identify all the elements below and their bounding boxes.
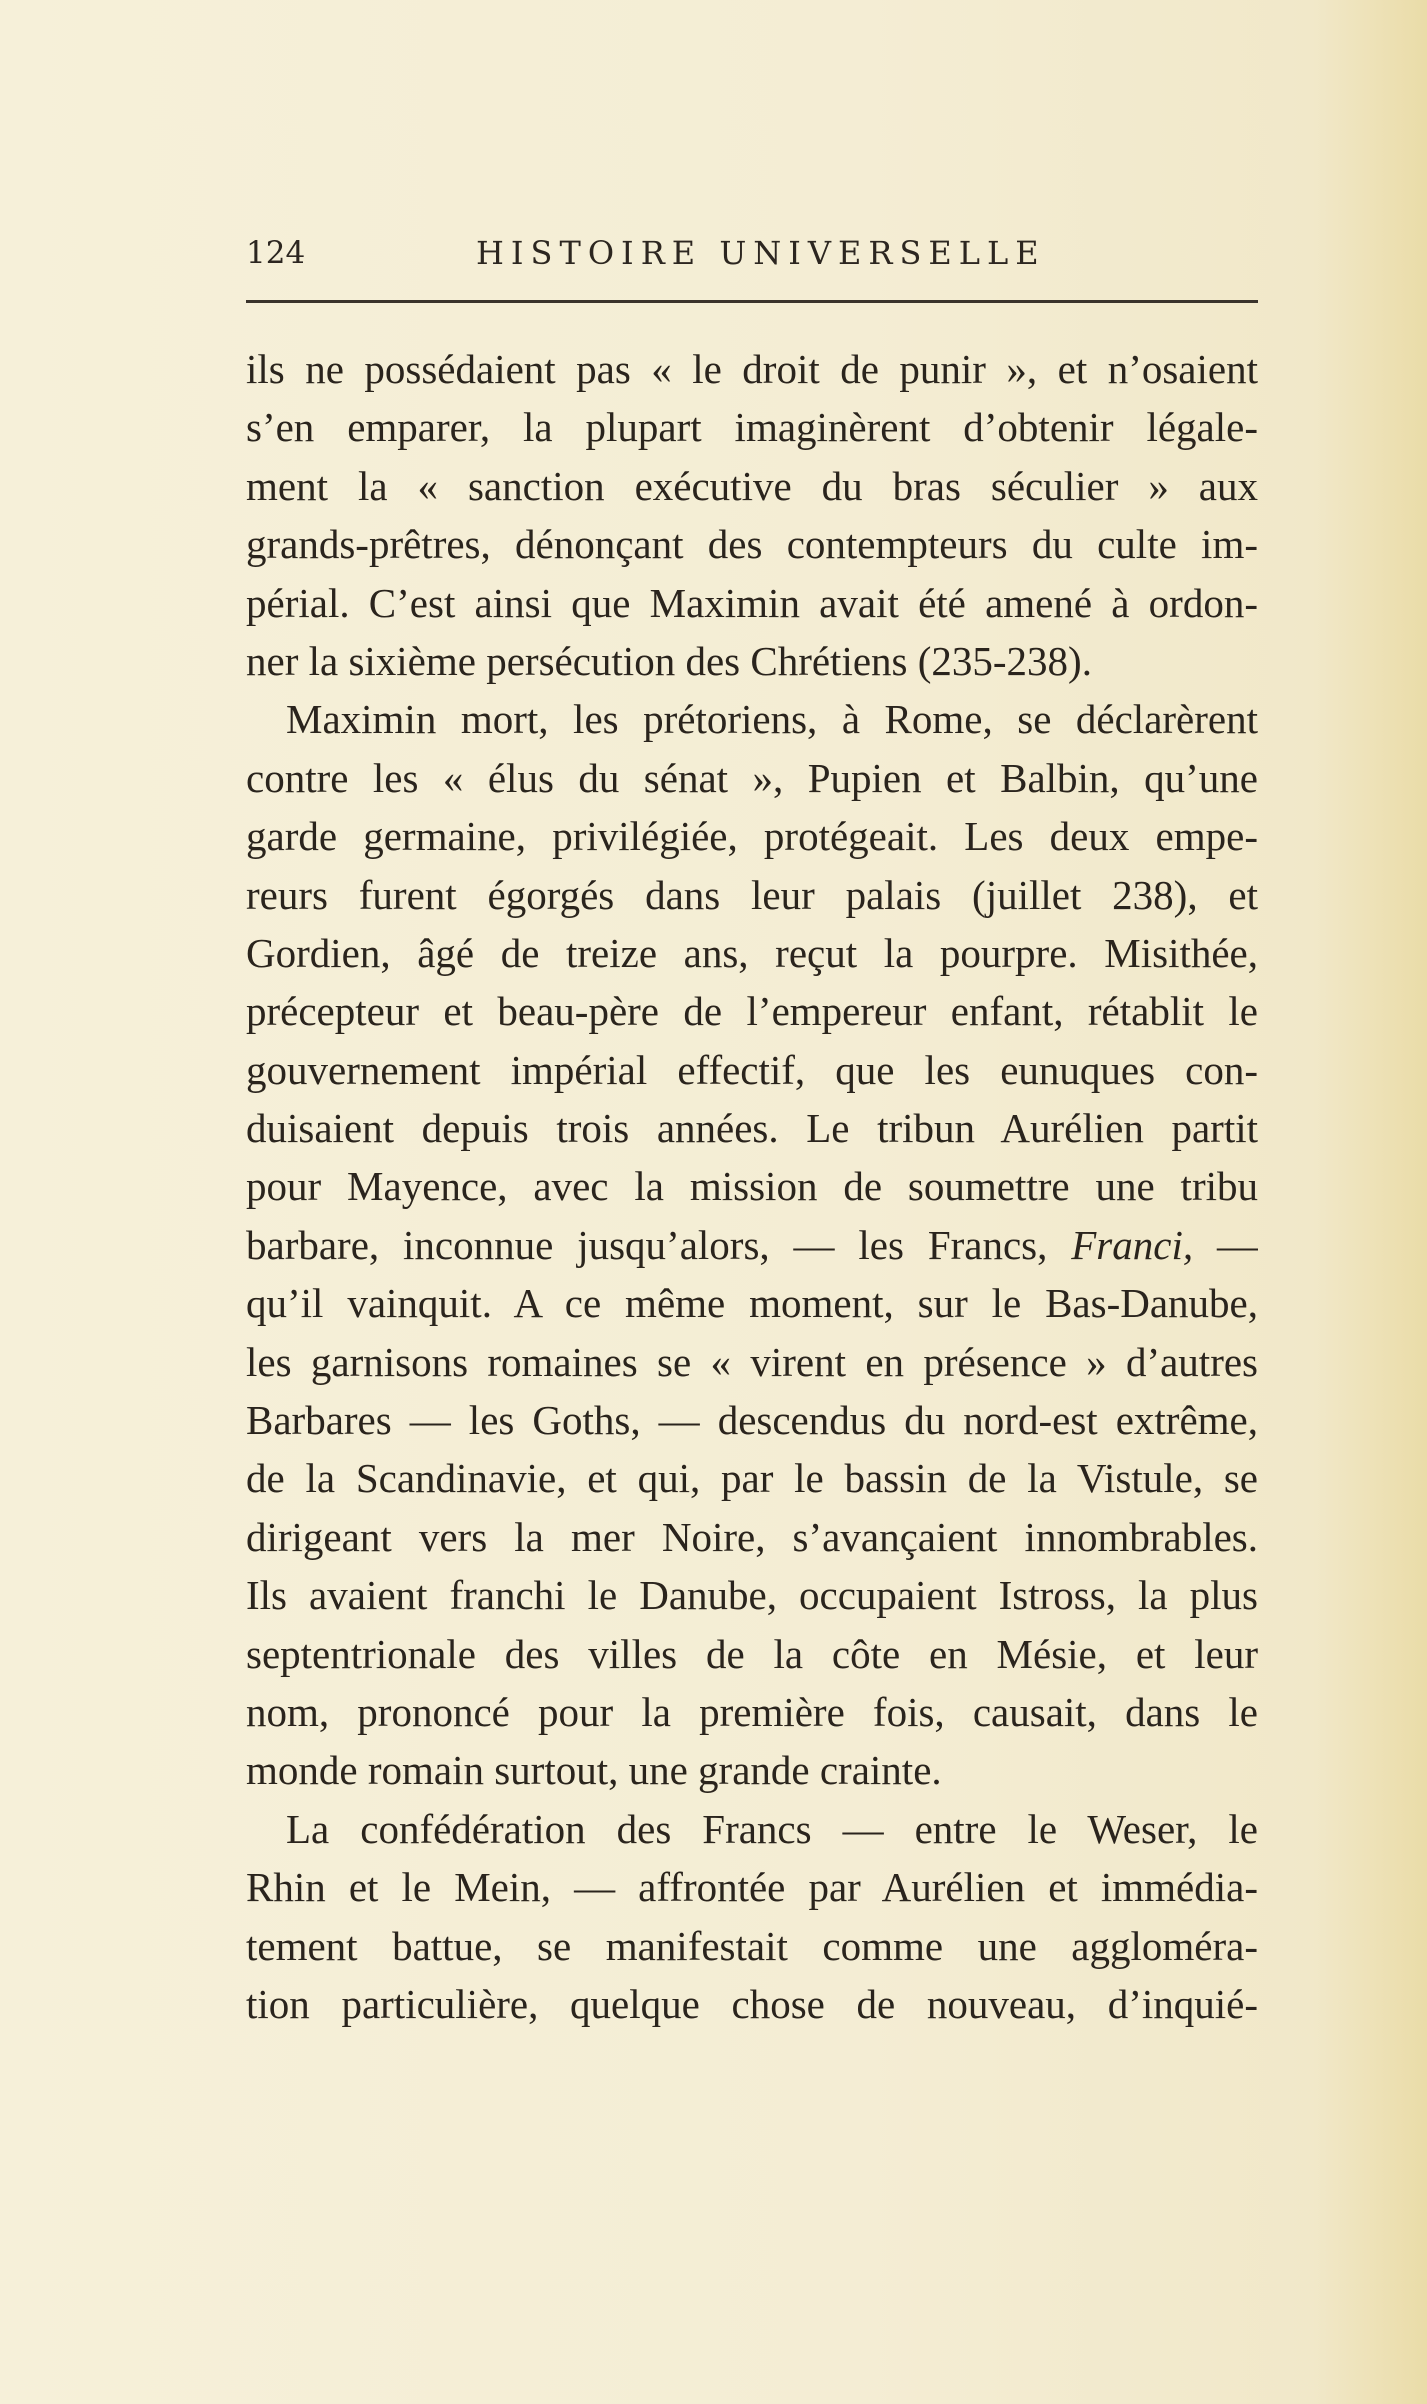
- text-line: Ils avaient franchi le Danube, occupaient Istross, la plus: [246, 1572, 1258, 1619]
- text-line: monde romain surtout, une grande crainte.: [246, 1747, 942, 1794]
- text-line: reurs furent égorgés dans leur palais (juillet 238), et: [246, 871, 1258, 918]
- text-line: septentrionale des villes de la côte en Mésie, et leur: [246, 1630, 1258, 1677]
- text-line: garde germaine, privilégiée, protégeait. Les deux empe-: [246, 813, 1258, 860]
- text-fragment: —: [1193, 1221, 1258, 1268]
- text-line: gouvernement impérial effectif, que les eunuques con-: [246, 1046, 1258, 1093]
- text-line: La confédération des Francs — entre le Weser, le: [286, 1805, 1258, 1852]
- running-title: HISTOIRE UNIVERSELLE: [476, 234, 1046, 272]
- text-line: Gordien, âgé de treize ans, reçut la pourpre. Misithée,: [246, 929, 1258, 976]
- italic-term-franci: Franci,: [1071, 1221, 1194, 1268]
- text-fragment: barbare, inconnue jusqu’alors, — les Francs,: [246, 1221, 1072, 1268]
- text-line: ils ne possédaient pas « le droit de punir », et n’osaient: [246, 346, 1258, 392]
- text-line-with-italic: [246, 1216, 1258, 1274]
- text-line: dirigeant vers la mer Noire, s’avançaient innombrables.: [246, 1513, 1258, 1560]
- text-line: qu’il vainquit. A ce même moment, sur le Bas-Danube,: [246, 1280, 1258, 1327]
- text-line: ment la « sanction exécutive du bras séculier » aux: [246, 462, 1258, 509]
- text-line: pour Mayence, avec la mission de soumettre une tribu: [246, 1163, 1258, 1210]
- text-line: de la Scandinavie, et qui, par le bassin de la Vistule, se: [246, 1455, 1258, 1502]
- text-line: périal. C’est ainsi que Maximin avait été amené à ordon-: [246, 579, 1258, 626]
- body-text: [246, 340, 1258, 2033]
- text-line: précepteur et beau-père de l’empereur enfant, rétablit le: [246, 988, 1258, 1035]
- text-line: tement battue, se manifestait comme une aggloméra-: [246, 1922, 1258, 1969]
- text-line: ner la sixième persécution des Chrétiens (235-238).: [246, 637, 1092, 684]
- text-line: Maximin mort, les prétoriens, à Rome, se déclarèrent: [286, 696, 1258, 743]
- text-line: Barbares — les Goths, — descendus du nord-est extrême,: [246, 1397, 1258, 1444]
- text-line: s’en emparer, la plupart imaginèrent d’obtenir légale-: [246, 404, 1258, 451]
- text-line: grands-prêtres, dénonçant des contempteurs du culte im-: [246, 521, 1258, 568]
- text-line: Rhin et le Mein, — affrontée par Aurélien et immédia-: [246, 1864, 1258, 1911]
- text-line: tion particulière, quelque chose de nouveau, d’inquié-: [246, 1980, 1258, 2027]
- page-header: [246, 228, 1256, 278]
- text-line: les garnisons romaines se « virent en présence » d’autres: [246, 1338, 1258, 1385]
- text-line: nom, prononcé pour la première fois, causait, dans le: [246, 1688, 1258, 1735]
- text-line: duisaient depuis trois années. Le tribun Aurélien partit: [246, 1105, 1258, 1152]
- page-number: 124: [246, 235, 306, 271]
- header-rule: [246, 300, 1258, 303]
- text-line: contre les « élus du sénat », Pupien et Balbin, qu’une: [246, 754, 1258, 801]
